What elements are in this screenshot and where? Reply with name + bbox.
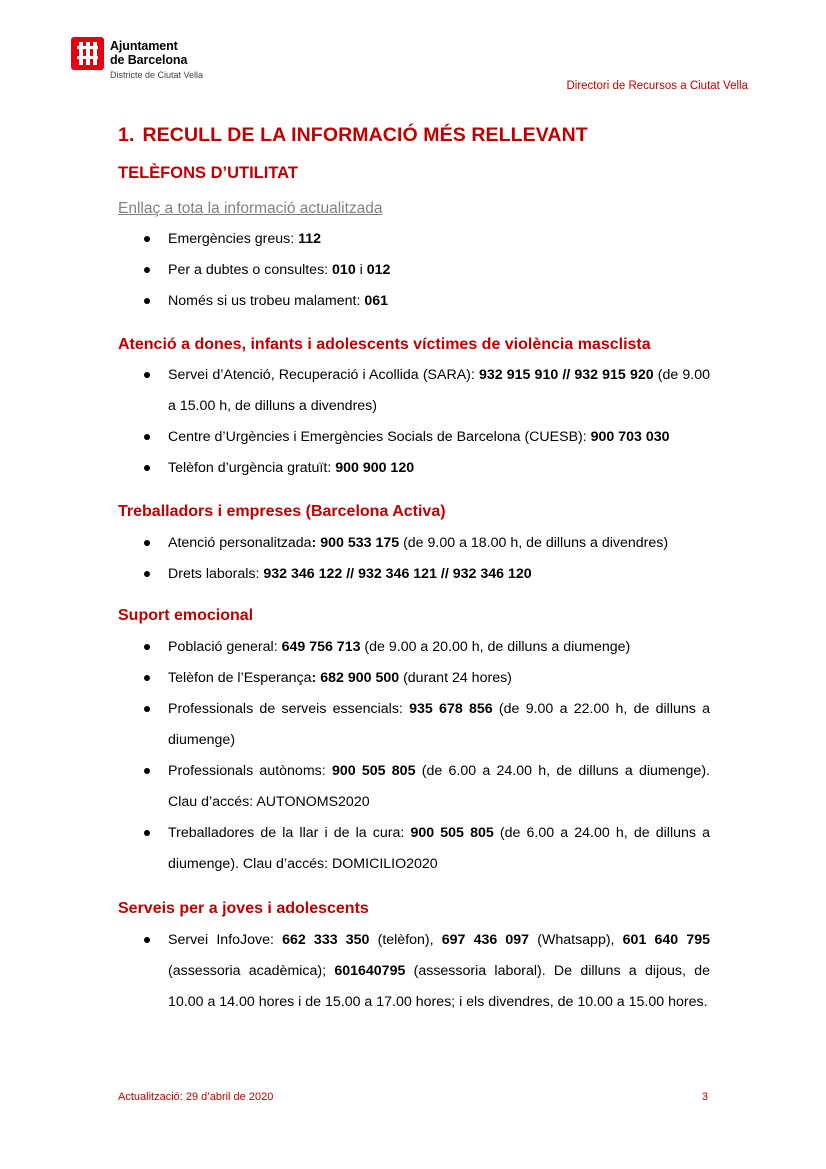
list-item: Població general: 649 756 713 (de 9.00 a 20.00 h, de dilluns a diumenge) — [118, 632, 710, 663]
list-item: Servei d’Atenció, Recuperació i Acollida (SARA): 932 915 910 // 932 915 920 (de 9.00 a 15.00 h, de dilluns a divendres) — [118, 360, 710, 422]
list-item: Servei InfoJove: 662 333 350 (telèfon), 697 436 097 (Whatsapp), 601 640 795 (assessoria acadèmica); 601640795 (assessoria laboral). De dilluns a dijous, de 10.00 a 14.00 hores i de 15.00 a 17.00 hores; i els divendres, de 10.00 a 15.00 hores. — [118, 925, 710, 1018]
suport-title: Suport emocional — [118, 607, 254, 624]
section-heading-text: RECULL DE LA INFORMACIÓ MÉS RELLEVANT — [142, 124, 588, 146]
logo — [71, 37, 203, 80]
list-item: Atenció personalitzada: 900 533 175 (de 9.00 a 18.00 h, de dilluns a divendres) — [118, 528, 710, 559]
violencia-title: Atenció a dones, infants i adolescents víctimes de violència masclista — [118, 336, 651, 353]
barcelona-shield-icon — [71, 37, 104, 70]
treballadors-title: Treballadors i empreses (Barcelona Activa) — [118, 503, 446, 520]
section-heading — [118, 124, 588, 147]
telefons-list — [118, 224, 710, 317]
violencia-list — [118, 360, 710, 484]
joves-list — [118, 925, 710, 1018]
list-item: Centre d’Urgències i Emergències Socials de Barcelona (CUESB): 900 703 030 — [118, 422, 710, 453]
section-number: 1. — [118, 124, 135, 146]
list-item: Només si us trobeu malament: 061 — [118, 286, 710, 317]
list-item: Professionals de serveis essencials: 935 678 856 (de 9.00 a 22.00 h, de dilluns a diumenge) — [118, 694, 710, 756]
list-item: Drets laborals: 932 346 122 // 932 346 121 // 932 346 120 — [118, 559, 710, 590]
suport-list — [118, 632, 710, 880]
list-item: Treballadores de la llar i de la cura: 900 505 805 (de 6.00 a 24.00 h, de dilluns a diumenge). Clau d’accés: DOMICILIO2020 — [118, 818, 710, 880]
logo-line2: de Barcelona — [110, 52, 188, 67]
updated-info-link[interactable]: Enllaç a tota la informació actualitzada — [118, 200, 383, 217]
logo-line1: Ajuntament — [110, 39, 178, 53]
logo-subtitle: Districte de Ciutat Vella — [110, 70, 204, 80]
list-item: Telèfon de l’Esperança: 682 900 500 (durant 24 hores) — [118, 663, 710, 694]
footer-update-date: Actualització: 29 d’abril de 2020 — [118, 1091, 274, 1103]
telefons-title: TELÈFONS D’UTILITAT — [118, 164, 298, 182]
header-document-title: Directori de Recursos a Ciutat Vella — [566, 80, 748, 92]
page-number: 3 — [701, 1091, 708, 1103]
list-item: Per a dubtes o consultes: 010 i 012 — [118, 255, 710, 286]
list-item: Emergències greus: 112 — [118, 224, 710, 255]
joves-title: Serveis per a joves i adolescents — [118, 900, 369, 917]
treballadors-list — [118, 528, 710, 590]
list-item: Telèfon d’urgència gratuït: 900 900 120 — [118, 453, 710, 484]
list-item: Professionals autònoms: 900 505 805 (de 6.00 a 24.00 h, de dilluns a diumenge). Clau d’accés: AUTONOMS2020 — [118, 756, 710, 818]
